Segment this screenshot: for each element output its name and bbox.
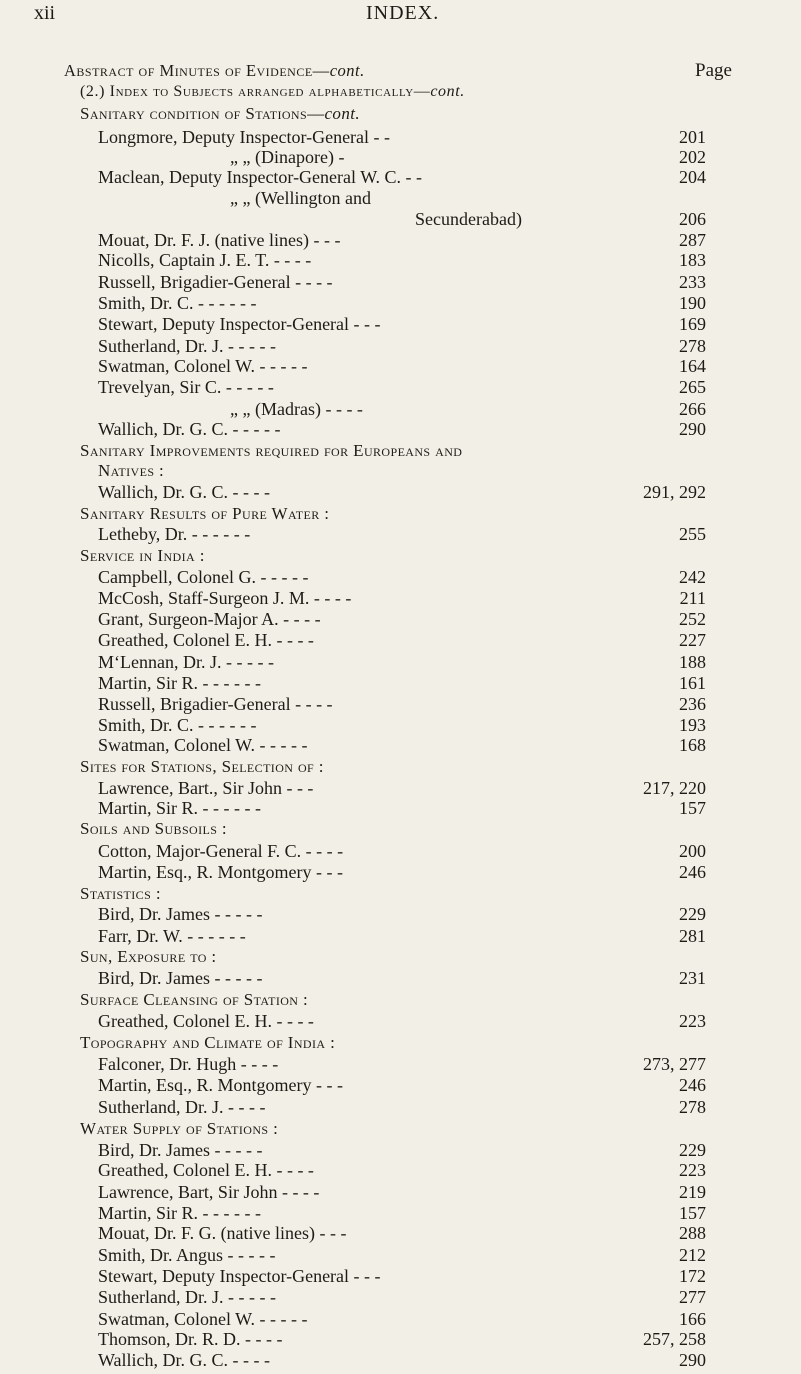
entry-label: Sites for Stations, Selection of : bbox=[80, 757, 324, 777]
entry-page: 188 bbox=[679, 651, 706, 672]
index-heading bbox=[0, 546, 801, 570]
entry-label: Water Supply of Stations : bbox=[80, 1119, 279, 1139]
entry-label: Greathed, Colonel E. H. - - - - bbox=[98, 630, 314, 651]
subsection-title-text: (2.) Index to Subjects arranged alphabetically— bbox=[80, 83, 431, 100]
index-entry bbox=[0, 250, 801, 274]
entry-label: Smith, Dr. C. - - - - - - bbox=[98, 714, 257, 735]
index-entry bbox=[0, 1097, 801, 1121]
entry-page: 277 bbox=[679, 1287, 706, 1308]
entry-label: Wallich, Dr. G. C. - - - - - bbox=[98, 419, 281, 440]
entry-page: 166 bbox=[679, 1308, 706, 1329]
entry-page: 212 bbox=[679, 1244, 706, 1265]
entry-page: 278 bbox=[679, 335, 706, 356]
entry-label: Surface Cleansing of Station : bbox=[80, 989, 309, 1009]
entry-page: 164 bbox=[679, 356, 706, 377]
entry-page: 252 bbox=[679, 608, 706, 629]
entry-label: „ „ (Madras) - - - - bbox=[230, 398, 363, 419]
section-title-cont: cont. bbox=[329, 61, 365, 80]
entry-page: 278 bbox=[679, 1096, 706, 1117]
index-heading bbox=[0, 819, 801, 843]
entry-page: 227 bbox=[679, 630, 706, 651]
entry-label: Greathed, Colonel E. H. - - - - bbox=[98, 1160, 314, 1181]
entry-label: Natives : bbox=[98, 461, 165, 481]
index-entry bbox=[0, 1287, 801, 1311]
entry-label: Mouat, Dr. F. J. (native lines) - - - bbox=[98, 229, 341, 250]
entry-label: Secunderabad) bbox=[415, 209, 522, 230]
entry-page: 223 bbox=[679, 1011, 706, 1032]
entry-label: Nicolls, Captain J. E. T. - - - - bbox=[98, 250, 312, 271]
entry-label: „ „ (Dinapore) - bbox=[230, 147, 345, 168]
index-entry bbox=[0, 377, 801, 401]
entry-label: Topography and Climate of India : bbox=[80, 1032, 336, 1052]
page-number: xii bbox=[34, 2, 56, 24]
entry-label: Bird, Dr. James - - - - - bbox=[98, 1139, 263, 1160]
index-entry bbox=[0, 314, 801, 338]
index-entry bbox=[0, 482, 801, 506]
page-column-label: Page bbox=[695, 60, 732, 81]
subsection-title-cont: cont. bbox=[430, 83, 465, 100]
index-entry bbox=[0, 862, 801, 886]
entry-label: Sanitary condition of Stations—cont. bbox=[80, 104, 360, 123]
entry-page: 255 bbox=[679, 524, 706, 545]
entry-label: Swatman, Colonel W. - - - - - bbox=[98, 735, 308, 756]
entry-label: Bird, Dr. James - - - - - bbox=[98, 968, 263, 989]
entry-label: Statistics : bbox=[80, 883, 161, 903]
entry-label: Stewart, Deputy Inspector-General - - - bbox=[98, 314, 381, 335]
index-entry bbox=[0, 735, 801, 759]
entry-page: 219 bbox=[679, 1182, 706, 1203]
entry-label: Russell, Brigadier-General - - - - bbox=[98, 694, 333, 715]
index-entry bbox=[0, 968, 801, 992]
entry-page: 246 bbox=[679, 862, 706, 883]
entry-label: Grant, Surgeon-Major A. - - - - bbox=[98, 608, 321, 629]
entry-label: Smith, Dr. Angus - - - - - bbox=[98, 1244, 276, 1265]
entry-label: Campbell, Colonel G. - - - - - bbox=[98, 567, 309, 588]
entry-page: 290 bbox=[679, 1350, 706, 1370]
entry-label: Sutherland, Dr. J. - - - - bbox=[98, 1096, 266, 1117]
entry-label: Lawrence, Bart, Sir John - - - - bbox=[98, 1182, 320, 1203]
entry-page: 202 bbox=[679, 147, 706, 168]
entry-label: Swatman, Colonel W. - - - - - bbox=[98, 1308, 308, 1329]
index-entry bbox=[0, 1160, 801, 1184]
entry-page: 287 bbox=[679, 229, 706, 250]
entry-label: Martin, Esq., R. Montgomery - - - bbox=[98, 862, 343, 883]
entry-label: Martin, Esq., R. Montgomery - - - bbox=[98, 1075, 343, 1096]
index-entry bbox=[0, 419, 801, 443]
entry-page: 157 bbox=[679, 798, 706, 819]
entry-label: Farr, Dr. W. - - - - - - bbox=[98, 925, 246, 946]
entry-page: 204 bbox=[679, 166, 706, 187]
entry-page: 236 bbox=[679, 694, 706, 715]
entry-label: Cotton, Major-General F. C. - - - - bbox=[98, 840, 344, 861]
index-entry bbox=[0, 1223, 801, 1247]
index-entry bbox=[0, 904, 801, 928]
index-entry bbox=[0, 293, 801, 317]
entry-page: 223 bbox=[679, 1160, 706, 1181]
index-entry bbox=[0, 630, 801, 654]
entry-label: Service in India : bbox=[80, 545, 205, 565]
entry-label: Falconer, Dr. Hugh - - - - bbox=[98, 1054, 279, 1075]
index-entry bbox=[0, 1245, 801, 1269]
entry-page: 157 bbox=[679, 1202, 706, 1223]
index-entry bbox=[0, 524, 801, 548]
entry-label: Sutherland, Dr. J. - - - - - bbox=[98, 1287, 276, 1308]
entry-page: 168 bbox=[679, 735, 706, 756]
entry-page: 273, 277 bbox=[643, 1054, 706, 1075]
entry-page: 193 bbox=[679, 714, 706, 735]
entry-label: Martin, Sir R. - - - - - - bbox=[98, 798, 261, 819]
entry-label: Martin, Sir R. - - - - - - bbox=[98, 1202, 261, 1223]
entry-label: Sanitary Results of Pure Water : bbox=[80, 503, 330, 523]
entry-page: 288 bbox=[679, 1223, 706, 1244]
entry-page: 169 bbox=[679, 314, 706, 335]
entry-label: Sanitary Improvements required for Europeans and bbox=[80, 440, 463, 460]
entry-label: Thomson, Dr. R. D. - - - - bbox=[98, 1329, 283, 1350]
entry-label: M‘Lennan, Dr. J. - - - - - bbox=[98, 651, 274, 672]
entry-page: 217, 220 bbox=[643, 777, 706, 798]
section-title-text: Abstract of Minutes of Evidence— bbox=[64, 61, 330, 80]
page-title: INDEX. bbox=[366, 2, 440, 24]
entry-label: Greathed, Colonel E. H. - - - - bbox=[98, 1011, 314, 1032]
entry-page: 242 bbox=[679, 567, 706, 588]
index-entry bbox=[0, 1350, 801, 1374]
entry-label: Wallich, Dr. G. C. - - - - bbox=[98, 1350, 271, 1370]
entry-label: Smith, Dr. C. - - - - - - bbox=[98, 292, 257, 313]
entry-page: 190 bbox=[679, 292, 706, 313]
entry-page: 201 bbox=[679, 126, 706, 147]
index-entry bbox=[0, 673, 801, 697]
entry-page: 291, 292 bbox=[643, 482, 706, 503]
entry-page: 257, 258 bbox=[643, 1329, 706, 1350]
entry-page: 290 bbox=[679, 419, 706, 440]
entry-label: Russell, Brigadier-General - - - - bbox=[98, 271, 333, 292]
index-heading bbox=[0, 990, 801, 1014]
entry-label: Sutherland, Dr. J. - - - - - bbox=[98, 335, 276, 356]
entry-label: Mouat, Dr. F. G. (native lines) - - - bbox=[98, 1223, 347, 1244]
entry-label: Trevelyan, Sir C. - - - - - bbox=[98, 377, 274, 398]
entry-page: 211 bbox=[679, 588, 706, 609]
entry-label: Letheby, Dr. - - - - - - bbox=[98, 524, 251, 545]
index-heading bbox=[0, 104, 801, 128]
entry-label: Bird, Dr. James - - - - - bbox=[98, 904, 263, 925]
entry-cont: cont. bbox=[324, 104, 360, 123]
entry-label: Wallich, Dr. G. C. - - - - bbox=[98, 482, 271, 503]
entry-label: Martin, Sir R. - - - - - - bbox=[98, 672, 261, 693]
entry-page: 281 bbox=[679, 925, 706, 946]
entry-page: 265 bbox=[679, 377, 706, 398]
index-entry bbox=[0, 1011, 801, 1035]
entry-page: 246 bbox=[679, 1075, 706, 1096]
entry-label: Longmore, Deputy Inspector-General - - bbox=[98, 126, 391, 147]
index-entry bbox=[0, 1075, 801, 1099]
entry-page: 266 bbox=[679, 398, 706, 419]
index-heading bbox=[0, 1033, 801, 1057]
entry-label: McCosh, Staff-Surgeon J. M. - - - - bbox=[98, 588, 352, 609]
entry-page: 229 bbox=[679, 1139, 706, 1160]
entry-page: 206 bbox=[679, 209, 706, 230]
entry-label: Lawrence, Bart., Sir John - - - bbox=[98, 777, 314, 798]
entry-page: 183 bbox=[679, 250, 706, 271]
entry-page: 229 bbox=[679, 904, 706, 925]
entry-page: 161 bbox=[679, 672, 706, 693]
entry-label: Soils and Subsoils : bbox=[80, 818, 228, 838]
index-entry bbox=[0, 609, 801, 633]
index-entry bbox=[0, 188, 801, 212]
entry-label: Maclean, Deputy Inspector-General W. C. - - bbox=[98, 166, 423, 187]
index-entry bbox=[0, 841, 801, 865]
index-heading bbox=[0, 947, 801, 971]
entry-label: „ „ (Wellington and bbox=[230, 187, 372, 208]
entry-page: 231 bbox=[679, 968, 706, 989]
entry-page: 172 bbox=[679, 1266, 706, 1287]
entry-page: 200 bbox=[679, 840, 706, 861]
entry-label: Swatman, Colonel W. - - - - - bbox=[98, 356, 308, 377]
entry-page: 233 bbox=[679, 271, 706, 292]
entry-label: Stewart, Deputy Inspector-General - - - bbox=[98, 1266, 381, 1287]
entry-label: Sun, Exposure to : bbox=[80, 946, 217, 966]
